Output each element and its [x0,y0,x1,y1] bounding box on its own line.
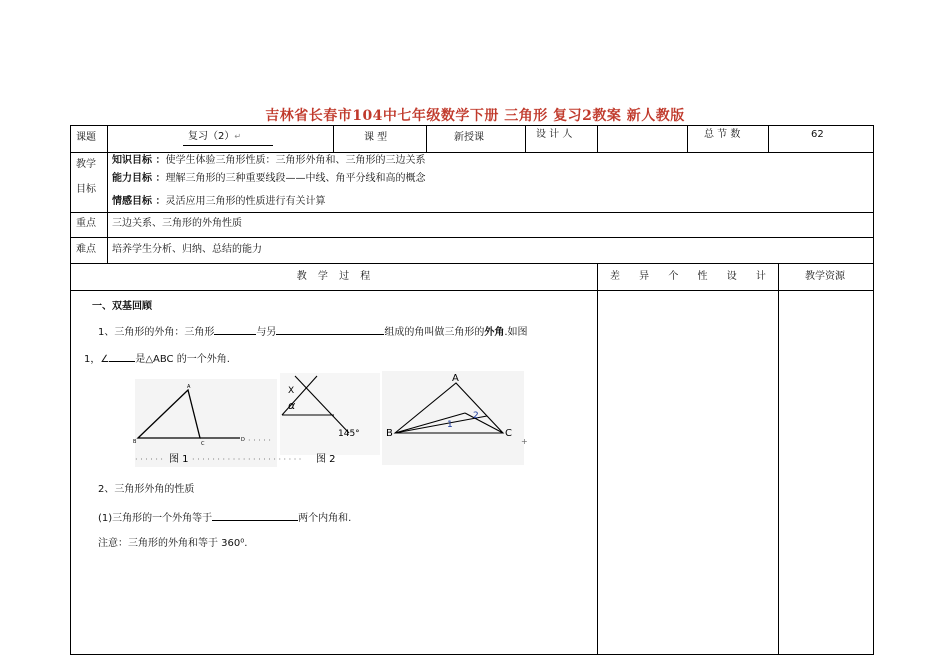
knowledge-goal-text: 使学生体验三角形性质：三角形外角和、三角形的三边关系 [165,155,426,166]
item1-text-f: 是△ABC 的一个外角. [135,354,230,365]
table-rule [70,290,874,291]
table-rule [70,212,874,213]
table-rule [70,152,874,153]
focus-label: 重点 [76,218,96,229]
process-heading-text: 教 学 过 程 [296,271,371,282]
dots-2: · · · · · · [135,455,163,464]
figure3-label-a: A [452,373,459,384]
keti-value-text: 复习（2） [188,131,235,142]
emotion-goal-label: 情感目标 ： [112,196,166,207]
table-border-left [70,125,71,655]
return-mark-icon: ↵ [234,132,242,141]
blank-1 [214,324,256,335]
table-rule [597,263,598,655]
section-heading: 一、双基回顾 [92,301,152,312]
item1-bold: 外角 [484,327,505,338]
item1-text-e: 1，∠ [84,354,110,365]
item1-line2 [84,351,230,367]
emotion-goal-text: 灵活应用三角形的性质进行有关计算 [165,196,326,207]
item1-text-a: 1、三角形的外角：三角形 [98,327,215,338]
zongjie-value: 62 [811,129,824,140]
item2-1-text-b: 两个内角和. [298,513,352,524]
ability-goal-text: 理解三角形的三种重要线段——中线、角平分线和高的概念 [165,173,426,184]
difficulty-text: 培养学生分析、归纳、总结的能力 [112,244,262,255]
kexing-value: 新授课 [454,132,484,143]
table-rule [107,125,108,264]
item2-1-text-a: (1)三角形的一个外角等于 [98,513,213,524]
table-rule [687,125,688,153]
ability-goal [112,172,425,186]
dots-3: · · · · · · · · · · · · · · · · · · · · · · [192,455,302,464]
figure1-caption: 图 1 [169,454,189,465]
design-heading-text: 差 异 个 性 设 计 [610,271,766,282]
zongjie-label: 总 节 数 [704,129,741,140]
figure3-label-b: B [386,428,393,439]
figure1-label-a: A [187,384,191,390]
figure2-label-alpha: α [288,399,296,412]
table-rule [768,125,769,153]
figure2-label-145: 145° [338,429,360,439]
table-rule [70,263,874,264]
table-rule [597,125,598,153]
resource-heading: 教学资源 [805,271,845,282]
table-rule [525,125,526,153]
note-line: 注意：三角形的外角和等于 360⁰. [98,538,248,549]
emotion-goal [112,195,325,209]
dots-1: · · · · · [248,436,271,445]
table-border-bottom [70,654,874,655]
design-heading [610,270,766,284]
item1-line1 [98,324,528,340]
figure2-label-x: X [288,386,295,396]
kexing-label: 课 型 [364,132,388,143]
item2-1 [98,510,351,526]
figure1-label-d: D [241,437,245,443]
item1-text-c: 组成的角叫做三角形的 [384,327,485,338]
goals-label-top: 教学 [76,159,96,170]
figure1-label-b: B [133,439,137,445]
ability-goal-label: 能力目标 ： [112,173,166,184]
process-heading [70,270,597,284]
focus-text: 三边关系、三角形的外角性质 [112,218,242,229]
keti-underline [183,145,273,146]
table-rule [70,237,874,238]
keti-value [188,130,241,144]
figure3-label-c: C [505,428,512,439]
plus-mark: + [521,437,528,446]
figures-area [130,371,530,471]
figure1-background [135,379,277,467]
figure1-label-c: C [201,441,205,447]
table-rule [778,263,779,655]
item1-text-b: 与另 [256,327,277,338]
knowledge-goal [112,154,425,168]
figure3-label-2: 2 [473,411,479,421]
document-title: 吉林省长春市104中七年级数学下册 三角形 复习2教案 新人教版 [265,108,685,124]
sheji-label: 设 计 人 [536,129,573,140]
item2-heading: 2、三角形外角的性质 [98,484,195,495]
table-rule [333,125,334,153]
difficulty-label: 难点 [76,244,96,255]
figure3-label-1: 1 [447,420,453,430]
table-rule [426,125,427,153]
table-border-right [873,125,874,655]
figure2-caption: 图 2 [316,454,336,465]
figure2-background [280,373,380,455]
goals-label-bottom: 目标 [76,184,96,195]
table-border-top [70,125,874,126]
item1-text-d: .如图 [504,327,528,338]
blank-3 [109,351,135,362]
blank-2 [276,324,384,335]
lesson-table [70,125,874,655]
keti-label: 课题 [76,132,96,143]
blank-4 [212,510,298,521]
knowledge-goal-label: 知识目标 ： [112,155,166,166]
